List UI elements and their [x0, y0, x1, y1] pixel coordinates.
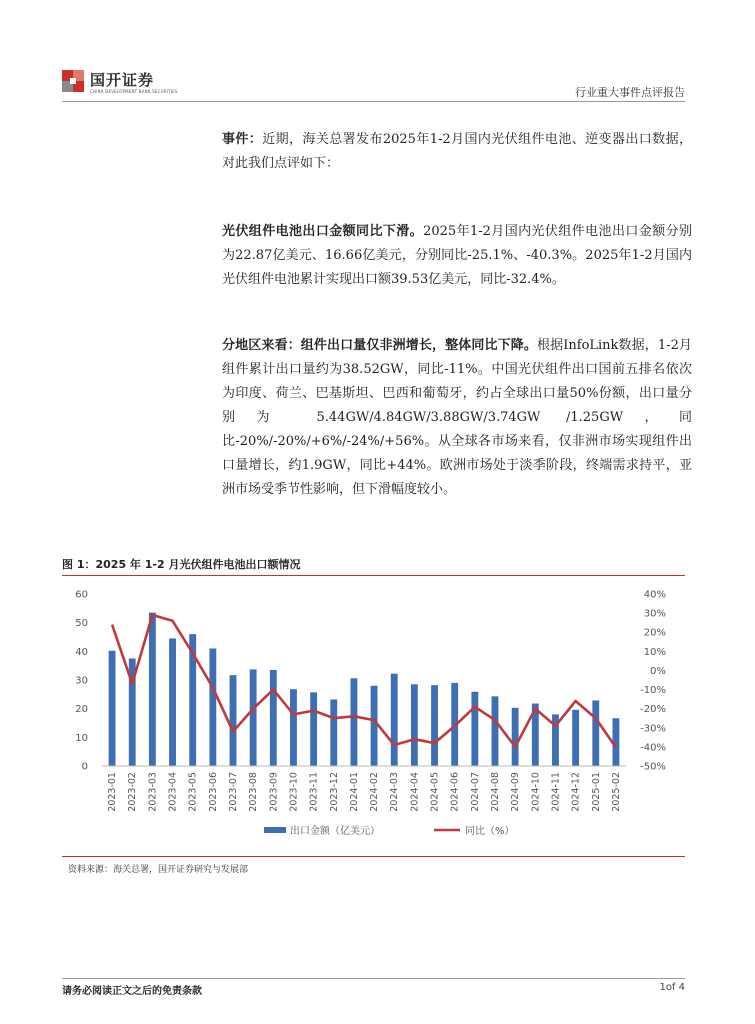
x-tick-label: 2024-01 [348, 772, 360, 812]
bar-export-value [592, 700, 599, 766]
header-divider [62, 101, 685, 102]
bar-export-value [250, 669, 257, 766]
x-tick-label: 2024-07 [469, 772, 481, 812]
y-right-tick-label: -20% [640, 704, 666, 716]
y-left-tick-label: 20 [75, 704, 88, 716]
y-right-tick-label: 40% [643, 589, 666, 601]
x-tick-label: 2024-09 [510, 772, 522, 812]
y-left-tick-label: 50 [75, 618, 88, 630]
company-subtitle: CHINA DEVELOPMENT BANK SECURITIES [90, 89, 178, 94]
bar-export-value [371, 686, 378, 766]
event-paragraph [222, 128, 692, 176]
bar-export-value [350, 678, 357, 766]
y-left-tick-label: 60 [75, 589, 88, 601]
company-name: 国开证券 [90, 71, 155, 89]
y-right-tick-label: -30% [640, 723, 666, 735]
event-label: 事件： [222, 132, 263, 147]
legend-label-bar: 出口金额（亿美元） [290, 826, 380, 837]
figure-title: 图 1：2025 年 1-2 月光伏组件电池出口额情况 [62, 558, 301, 571]
legend-swatch-bar [264, 827, 286, 833]
y-left-tick-label: 0 [81, 761, 88, 773]
yoy-line [112, 615, 616, 748]
x-tick-label: 2024-02 [369, 772, 381, 812]
y-left-tick-label: 30 [75, 675, 88, 687]
y-right-tick-label: 30% [643, 608, 666, 620]
disclaimer-text: 请务必阅读正文之后的免责条款 [62, 986, 202, 997]
x-tick-label: 2023-04 [167, 772, 179, 812]
figure-bottom-rule [62, 856, 685, 857]
x-tick-label: 2023-02 [127, 772, 139, 812]
x-tick-label: 2024-04 [409, 772, 421, 812]
x-tick-label: 2023-12 [328, 772, 340, 812]
y-right-tick-label: 0% [650, 665, 666, 677]
y-left-tick-label: 40 [75, 646, 88, 658]
region-heading: 分地区来看：组件出口量仅非洲增长，整体同比下降。 [222, 338, 537, 353]
y-right-tick-label: 20% [643, 627, 666, 639]
x-tick-label: 2024-06 [449, 772, 461, 812]
x-tick-label: 2024-10 [530, 772, 542, 812]
footer-divider [62, 978, 685, 979]
x-tick-label: 2023-11 [308, 772, 320, 812]
x-tick-label: 2023-03 [147, 772, 159, 812]
x-tick-label: 2025-02 [610, 772, 622, 812]
bar-export-value [230, 675, 237, 766]
figure-source: 资料来源：海关总署，国开证券研究与发展部 [68, 865, 249, 875]
x-tick-label: 2023-07 [228, 772, 239, 812]
export-value-heading: 光伏组件电池出口金额同比下滑。 [222, 224, 424, 239]
bar-export-value [209, 648, 216, 766]
x-tick-label: 2023-01 [107, 772, 119, 812]
bar-export-value [471, 692, 478, 766]
export-value-text: 2025年1-2月国内光伏组件电池出口金额分别为22.87亿美元、16.66亿美元，分别同比-25.1%、-40.3%。2025年1-2月国内光伏组件电池累计实现出口额39.53亿美元，同比-32.4%。 [222, 224, 692, 287]
x-tick-label: 2024-03 [389, 772, 401, 812]
region-paragraph [222, 334, 692, 502]
bar-export-value [169, 638, 176, 766]
bar-export-value [149, 613, 156, 766]
bar-export-value [270, 670, 277, 766]
bar-export-value [290, 689, 297, 766]
x-tick-label: 2024-12 [570, 772, 582, 812]
bar-export-value [512, 708, 519, 766]
x-tick-label: 2025-01 [590, 772, 602, 812]
y-right-tick-label: -10% [640, 685, 666, 697]
x-tick-label: 2024-08 [490, 772, 501, 812]
bar-export-value [411, 684, 418, 766]
bar-export-value [431, 685, 438, 766]
x-tick-label: 2023-08 [248, 772, 260, 812]
x-tick-label: 2024-05 [429, 772, 441, 812]
page-number: 1of 4 [659, 982, 685, 993]
x-tick-label: 2023-09 [268, 772, 280, 812]
export-chart [62, 578, 685, 854]
export-value-paragraph [222, 220, 692, 292]
y-left-tick-label: 10 [75, 732, 88, 744]
y-right-tick-label: -40% [640, 742, 666, 754]
legend-label-line: 同比（%） [465, 826, 515, 837]
bar-export-value [109, 651, 116, 766]
bar-export-value [572, 710, 579, 766]
report-type: 行业重大事件点评报告 [575, 86, 685, 99]
bar-export-value [310, 692, 317, 766]
x-tick-label: 2023-10 [288, 772, 300, 812]
y-right-tick-label: 10% [643, 646, 666, 658]
event-text: 近期，海关总署发布2025年1-2月国内光伏组件电池、逆变器出口数据，对此我们点评如下： [222, 132, 692, 171]
bar-export-value [391, 674, 398, 766]
region-text: 根据InfoLink数据，1-2月组件累计出口量约为38.52GW，同比-11%。中国光伏组件出口国前五排名依次为印度、荷兰、巴基斯坦、巴西和葡萄牙，约占全球出口量50%份额，出口量分别为 5.44GW/4.84GW/3.88GW/3.74GW /1.25GW，同比-20%/-20%/+6%/-24%/+56%。从全球各市场来看，仅非洲市场实现组件出口量增长，约1.9GW，同比+44%。欧洲市场处于淡季阶段，终端需求持平，亚洲市场受季节性影响，但下滑幅度较小。 [222, 338, 692, 497]
logo-icon [62, 70, 84, 92]
x-tick-label: 2024-11 [550, 772, 562, 812]
bar-export-value [492, 696, 499, 766]
bar-export-value [330, 699, 337, 766]
figure-top-rule [62, 575, 685, 576]
x-tick-label: 2023-06 [207, 772, 219, 812]
x-tick-label: 2023-05 [187, 772, 199, 812]
y-right-tick-label: -50% [640, 761, 666, 773]
